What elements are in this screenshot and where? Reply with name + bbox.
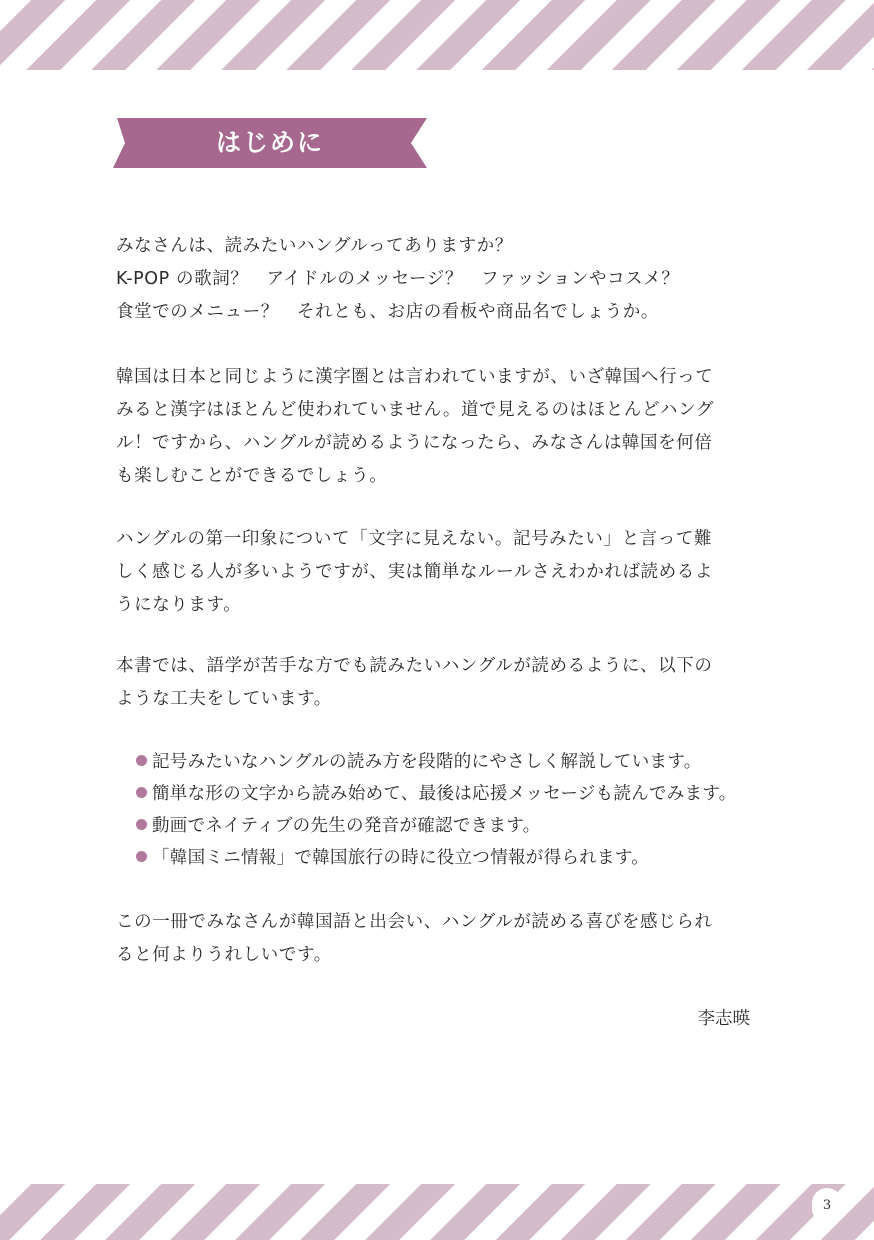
paragraph-intro bbox=[116, 230, 766, 329]
text-line: ると何よりうれしいです。 bbox=[116, 945, 332, 965]
page-title: はじめに bbox=[215, 128, 324, 157]
text-line: 本書では、語学が苦手な方でも読みたいハングルが読めるように、以下の bbox=[116, 656, 713, 676]
list-item-text: 「韓国ミニ情報」で韓国旅行の時に役立つ情報が得られます。 bbox=[152, 848, 649, 868]
paragraph-book-features bbox=[116, 650, 766, 716]
bullet-dot-icon bbox=[136, 851, 147, 862]
text-line: ような工夫をしています。 bbox=[116, 689, 332, 709]
paragraph-korea bbox=[116, 361, 766, 493]
text-line: みなさんは、読みたいハングルってありますか？ bbox=[116, 236, 513, 256]
paragraph-closing bbox=[116, 906, 766, 972]
paragraph-first-impression bbox=[116, 523, 766, 622]
text-line: も楽しむことができるでしょう。 bbox=[116, 466, 388, 486]
text-line: しく感じる人が多いようですが、実は簡単なルールさえわかれば読めるよ bbox=[116, 562, 713, 582]
bullet-dot-icon bbox=[136, 819, 147, 830]
author-name: 李志暎 bbox=[697, 1009, 750, 1029]
list-item bbox=[136, 778, 776, 810]
bullet-dot-icon bbox=[136, 755, 147, 766]
page-number: 3 bbox=[812, 1188, 842, 1224]
text-line: 食堂でのメニュー？ それとも、お店の看板や商品名でしょうか。 bbox=[116, 302, 659, 322]
decorative-stripe-band-top bbox=[0, 0, 874, 70]
list-item bbox=[136, 810, 776, 842]
list-item bbox=[136, 746, 776, 778]
list-item-text: 簡単な形の文字から読み始めて、最後は応援メッセージも読んでみます。 bbox=[152, 784, 737, 804]
title-ribbon bbox=[113, 118, 427, 168]
list-item bbox=[136, 842, 776, 874]
text-line: みると漢字はほとんど使われていません。道で見えるのはほとんどハング bbox=[116, 400, 714, 420]
text-line: 韓国は日本と同じように漢字圏とは言われていますが、いざ韓国へ行って bbox=[116, 367, 714, 387]
bullet-dot-icon bbox=[136, 787, 147, 798]
list-item-text: 動画でネイティブの先生の発音が確認できます。 bbox=[152, 816, 541, 836]
list-item-text: 記号みたいなハングルの読み方を段階的にやさしく解説しています。 bbox=[152, 752, 702, 772]
text-line: この一冊でみなさんが韓国語と出会い、ハングルが読める喜びを感じられ bbox=[116, 912, 713, 932]
text-line: うになります。 bbox=[116, 595, 242, 615]
decorative-stripe-band-bottom bbox=[0, 1184, 874, 1240]
text-line: ハングルの第一印象について「文字に見えない。記号みたい」と言って難 bbox=[116, 529, 713, 549]
text-line: ル！ですから、ハングルが読めるようになったら、みなさんは韓国を何倍 bbox=[116, 433, 713, 453]
feature-list bbox=[136, 746, 776, 874]
text-line: K-POP の歌詞？ アイドルのメッセージ？ ファッションやコスメ？ bbox=[116, 269, 680, 289]
